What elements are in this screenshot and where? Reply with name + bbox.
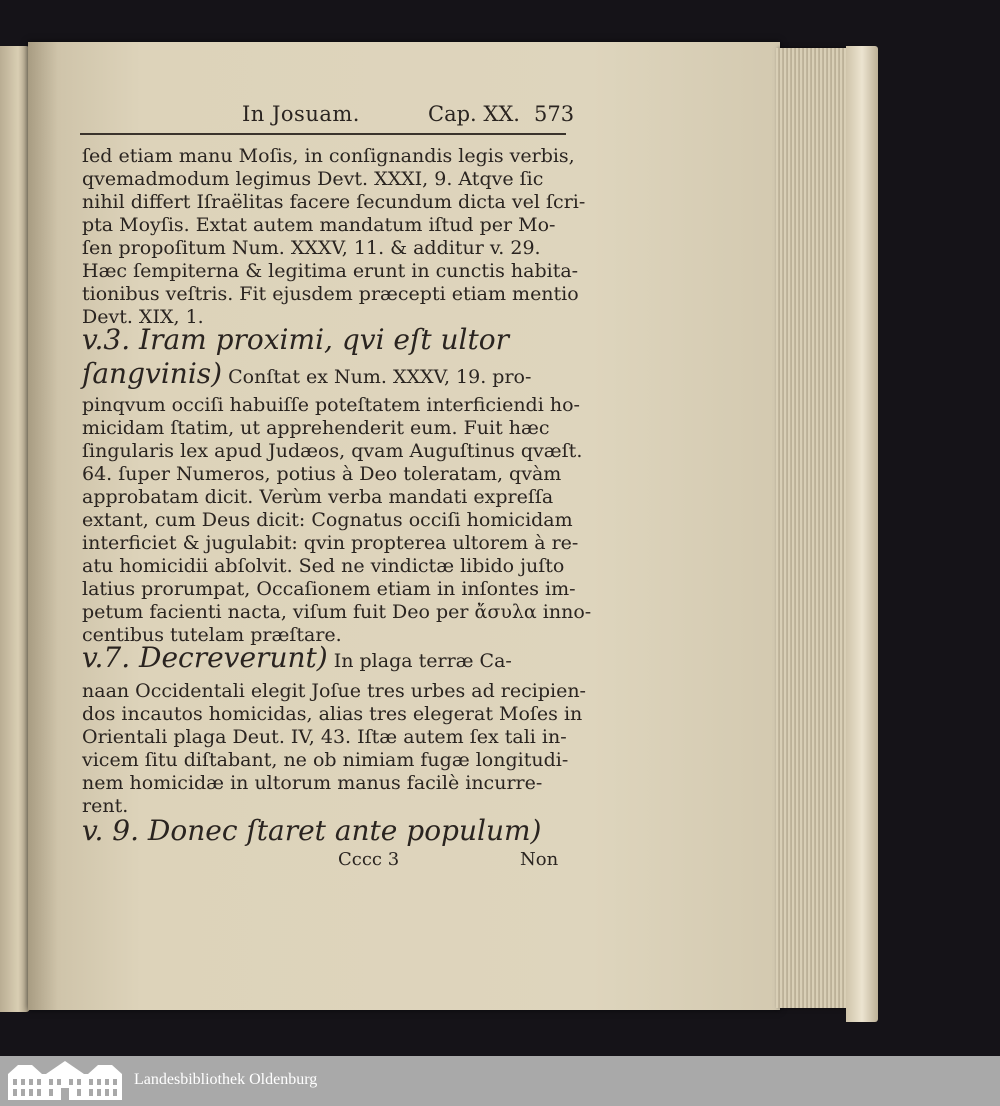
- text-line: interficiet & jugulabit: qvin propterea ultorem à re-: [82, 532, 579, 554]
- signature-mark: Cccc 3: [338, 849, 400, 870]
- text-line: atu homicidii abſolvit. Sed ne vindictæ libido juſto: [82, 555, 565, 577]
- text-line: pta Moyſis. Extat autem mandatum iſtud per Mo-: [82, 214, 556, 236]
- running-head-chapter: Cap. XX.: [428, 102, 520, 126]
- left-page-edge: [0, 46, 30, 1012]
- running-head-title: In Josuam.: [242, 102, 360, 126]
- library-name: Landesbibliothek Oldenburg: [134, 1071, 318, 1088]
- text-line: petum facienti nacta, viſum fuit Deo per ἄσυλα inno-: [82, 601, 592, 623]
- head-rule: [80, 133, 566, 135]
- text-line: dos incautos homicidas, alias tres elegerat Moſes in: [82, 703, 583, 725]
- text-line: micidam ſtatim, ut apprehenderit eum. Fuit hæc: [82, 417, 550, 439]
- footer-bar: [0, 1056, 1000, 1106]
- text-line: vicem ſitu diſtabant, ne ob nimiam fugæ longitudi-: [82, 749, 569, 771]
- lemma-heading: v.7. Decreverunt): [82, 641, 328, 674]
- catchword: Non: [520, 849, 559, 870]
- lemma-heading: v.3. Iram proximi, qvi eſt ultor: [82, 323, 509, 356]
- text-line: Hæc ſempiterna & legitima erunt in cunctis habita-: [82, 260, 579, 282]
- text-line: Devt. XIX, 1.: [82, 306, 204, 328]
- text-line: tionibus veſtris. Fit ejusdem præcepti etiam mentio: [82, 283, 579, 305]
- lemma-heading-continued: ſangvinis): [82, 357, 223, 390]
- text-line: centibus tutelam præſtare.: [82, 624, 342, 646]
- text-line: qvemadmodum legimus Devt. XXXI, 9. Atqve ſic: [82, 168, 544, 190]
- text-line: nem homicidæ in ultorum manus facilè incurre-: [82, 772, 543, 794]
- lemma-text: Conſtat ex Num. XXXV, 19. pro-: [228, 366, 532, 388]
- text-line: rent.: [82, 795, 129, 817]
- lemma-heading: v. 9. Donec ſtaret ante populum): [82, 814, 542, 847]
- text-line: latius prorumpat, Occaſionem etiam in inſontes im-: [82, 578, 576, 600]
- text-line: approbatam dicit. Verùm verba mandati expreſſa: [82, 486, 554, 508]
- lemma-line: [82, 357, 566, 390]
- page-edge-highlight: [846, 46, 878, 1022]
- text-line: Orientali plaga Deut. IV, 43. Iſtæ autem ſex tali in-: [82, 726, 567, 748]
- text-line: ſed etiam manu Moſis, in conſignandis legis verbis,: [82, 145, 575, 167]
- text-line: ſen propoſitum Num. XXXV, 11. & additur v. 29.: [82, 237, 541, 259]
- page-number: 573: [534, 102, 575, 126]
- lemma-line: [82, 641, 566, 674]
- lemma-text: In plaga terræ Ca-: [333, 650, 512, 672]
- library-building-logo-icon: [6, 1060, 124, 1102]
- text-line: naan Occidentali elegit Joſue tres urbes ad recipien-: [82, 680, 586, 702]
- text-line: ſingularis lex apud Judæos, qvam Auguſtinus qvæſt.: [82, 440, 583, 462]
- text-line: extant, cum Deus dicit: Cognatus occiſi homicidam: [82, 509, 573, 531]
- text-line: nihil differt Iſraëlitas facere ſecundum dicta vel ſcri-: [82, 191, 586, 213]
- text-line: pinqvum occiſi habuiſſe poteſtatem interficiendi ho-: [82, 394, 580, 416]
- text-line: 64. ſuper Numeros, potius à Deo toleratam, qvàm: [82, 463, 562, 485]
